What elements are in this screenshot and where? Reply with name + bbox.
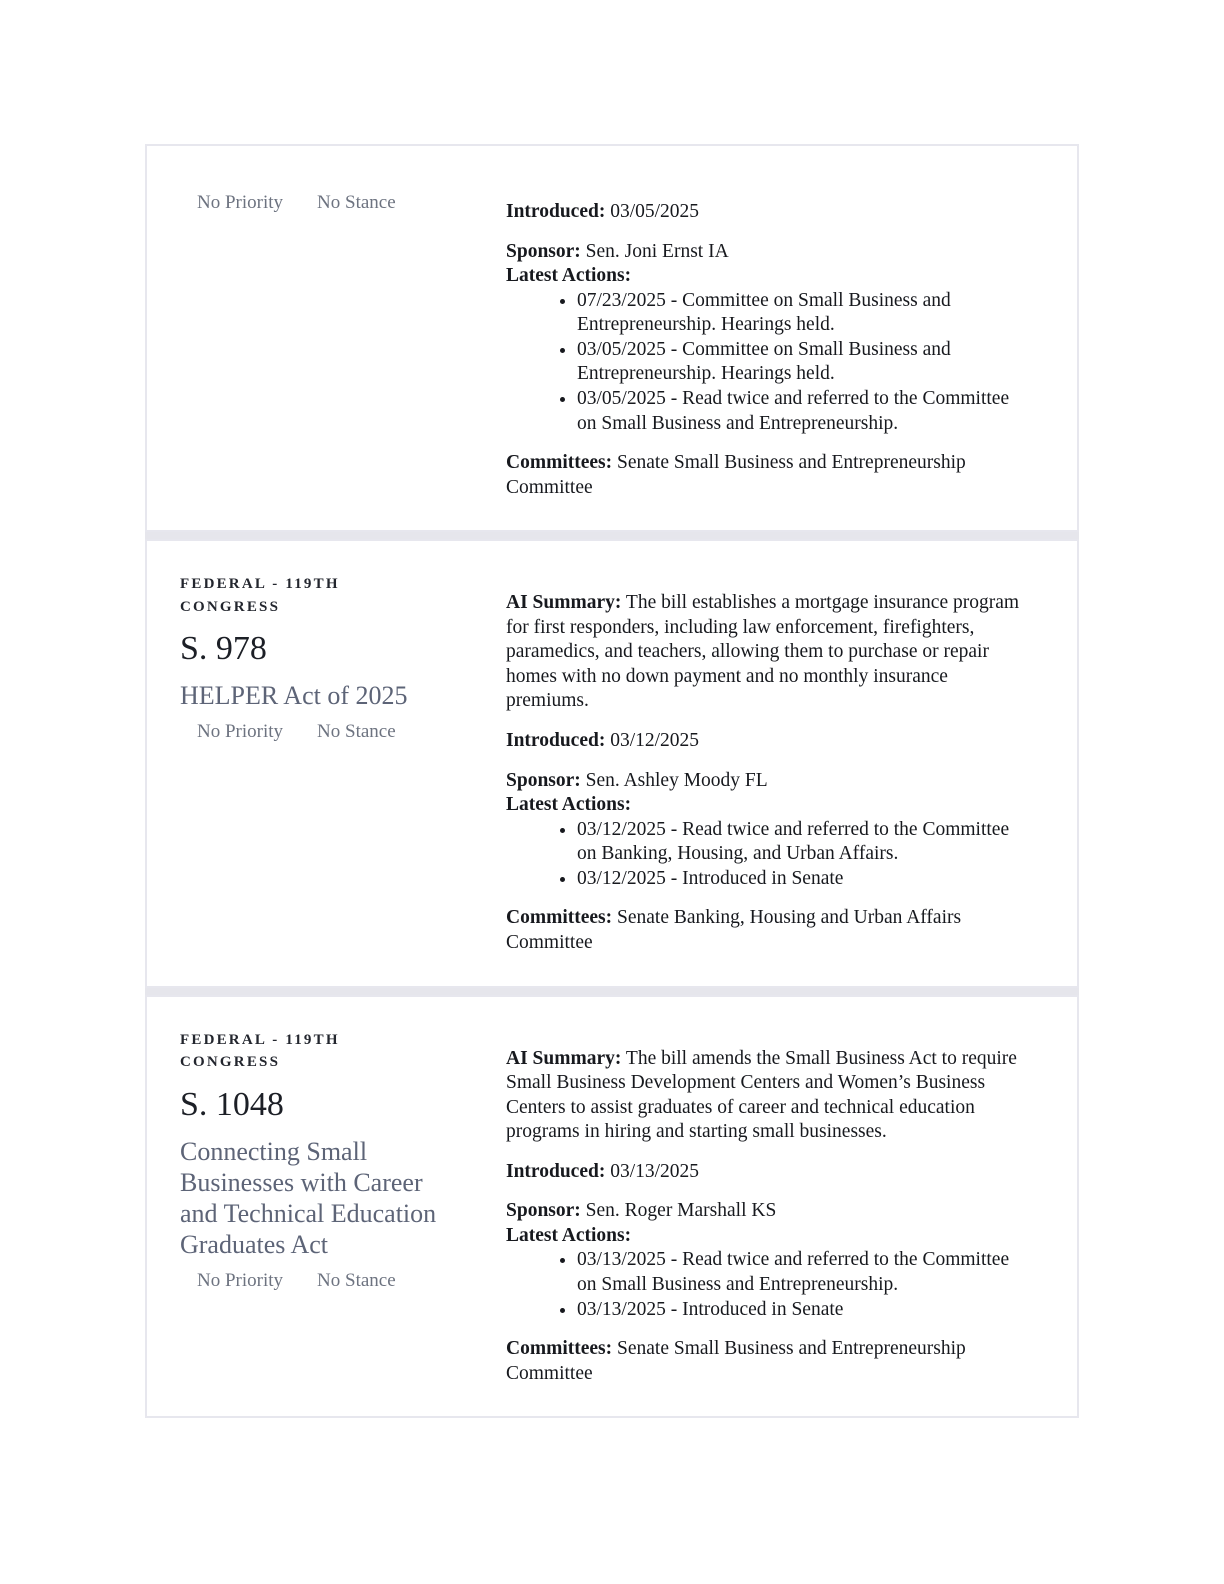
latest-actions-label: Latest Actions: — [506, 265, 632, 287]
priority-selector[interactable]: No Priority — [197, 721, 284, 743]
sponsor-label: Sponsor: — [506, 240, 581, 262]
committees-label: Committees: — [506, 1338, 613, 1360]
sponsor-label: Sponsor: — [506, 769, 581, 791]
latest-actions-list — [506, 818, 1031, 892]
latest-actions-heading — [506, 1224, 1031, 1249]
committees-text: Senate Small Business and Entrepreneurship Committee — [506, 1338, 966, 1384]
sponsor-line — [506, 769, 1031, 794]
sponsor-name: Sen. Joni Ernst IA — [585, 240, 729, 262]
bill-card — [145, 539, 1079, 987]
action-item: • 03/12/2025 - Read twice and referred to the Committee on Banking, Housing, and Urban Affairs. — [577, 818, 1031, 867]
committees-line — [506, 906, 1031, 955]
bill-card-left-column — [180, 1029, 506, 1293]
committees-line — [506, 451, 1031, 500]
committees-text: Senate Banking, Housing and Urban Affairs Committee — [506, 907, 962, 953]
introduced-line — [506, 200, 1031, 225]
ai-summary — [506, 1047, 1031, 1145]
sponsor-line — [506, 1199, 1031, 1224]
jurisdiction-label: FEDERAL - 119TH CONGRESS — [180, 1031, 340, 1070]
priority-selector[interactable]: No Priority — [197, 192, 284, 213]
action-item: • 03/12/2025 - Introduced in Senate — [577, 867, 1031, 892]
action-item: • 07/23/2025 - Committee on Small Business and Entrepreneurship. Hearings held. — [577, 289, 1031, 338]
introduced-line — [506, 1160, 1031, 1185]
stance-selector[interactable]: No Stance — [317, 192, 396, 213]
committees-label: Committees: — [506, 452, 613, 474]
bill-card-left-column — [180, 573, 506, 743]
bill-title-link[interactable]: Connecting Small Businesses with Career and Technical Education Graduates Act — [180, 1136, 437, 1260]
bill-number: S. 978 — [180, 630, 267, 668]
stance-selector[interactable]: No Stance — [317, 1270, 396, 1292]
action-item: • 03/05/2025 - Read twice and referred to the Committee on Small Business and Entrepreneurship. — [577, 387, 1031, 436]
introduced-date: 03/05/2025 — [610, 201, 700, 222]
bill-title-link[interactable]: HELPER Act of 2025 — [180, 681, 408, 711]
introduced-label: Introduced: — [506, 1160, 606, 1182]
stance-row — [197, 1270, 506, 1292]
introduced-date: 03/12/2025 — [610, 730, 700, 751]
sponsor-actions-block — [506, 240, 1031, 437]
ai-summary-label: AI Summary: — [506, 1047, 622, 1069]
stance-selector[interactable]: No Stance — [317, 721, 396, 743]
bill-list — [145, 144, 1079, 1418]
sponsor-name: Sen. Roger Marshall KS — [585, 1200, 777, 1222]
ai-summary — [506, 591, 1031, 714]
ai-summary-text: The bill amends the Small Business Act to require Small Business Development Centers and Women’s Business Centers to assist graduates of career and technical education programs in hiring and starting small businesses. — [506, 1047, 1017, 1143]
bill-card — [145, 995, 1079, 1419]
sponsor-label: Sponsor: — [506, 1200, 581, 1222]
latest-actions-list — [506, 289, 1031, 436]
latest-actions-label: Latest Actions: — [506, 794, 632, 816]
action-item: • 03/13/2025 - Read twice and referred to the Committee on Small Business and Entrepreneurship. — [577, 1248, 1031, 1297]
latest-actions-heading — [506, 793, 1031, 818]
bill-card-details — [506, 591, 1031, 955]
introduced-label: Introduced: — [506, 730, 606, 751]
latest-actions-label: Latest Actions: — [506, 1224, 632, 1246]
sponsor-actions-block — [506, 1199, 1031, 1322]
jurisdiction-label: FEDERAL - 119TH CONGRESS — [180, 576, 340, 615]
stance-row — [197, 721, 506, 743]
bill-card-details — [506, 200, 1031, 500]
ai-summary-label: AI Summary: — [506, 592, 622, 614]
committees-line — [506, 1337, 1031, 1386]
committees-text: Senate Small Business and Entrepreneurship Committee — [506, 452, 966, 498]
latest-actions-list — [506, 1248, 1031, 1322]
introduced-line — [506, 729, 1031, 754]
bill-card-left-column — [180, 192, 506, 214]
introduced-label: Introduced: — [506, 201, 606, 222]
introduced-date: 03/13/2025 — [610, 1160, 700, 1182]
sponsor-actions-block — [506, 769, 1031, 892]
priority-selector[interactable]: No Priority — [197, 1270, 284, 1292]
bill-card-details — [506, 1047, 1031, 1387]
bill-card — [145, 144, 1079, 532]
sponsor-name: Sen. Ashley Moody FL — [585, 769, 768, 791]
stance-row — [197, 192, 506, 214]
sponsor-line — [506, 240, 1031, 265]
action-item: • 03/13/2025 - Introduced in Senate — [577, 1298, 1031, 1323]
bill-number: S. 1048 — [180, 1085, 284, 1123]
ai-summary-text: The bill establishes a mortgage insurance program for first responders, including law enforcement, firefighters, paramedics, and teachers, allowing them to purchase or repair homes with no down payment and no monthly insurance premiums. — [506, 592, 1020, 712]
committees-label: Committees: — [506, 907, 613, 929]
action-item: • 03/05/2025 - Committee on Small Business and Entrepreneurship. Hearings held. — [577, 338, 1031, 387]
latest-actions-heading — [506, 264, 1031, 289]
